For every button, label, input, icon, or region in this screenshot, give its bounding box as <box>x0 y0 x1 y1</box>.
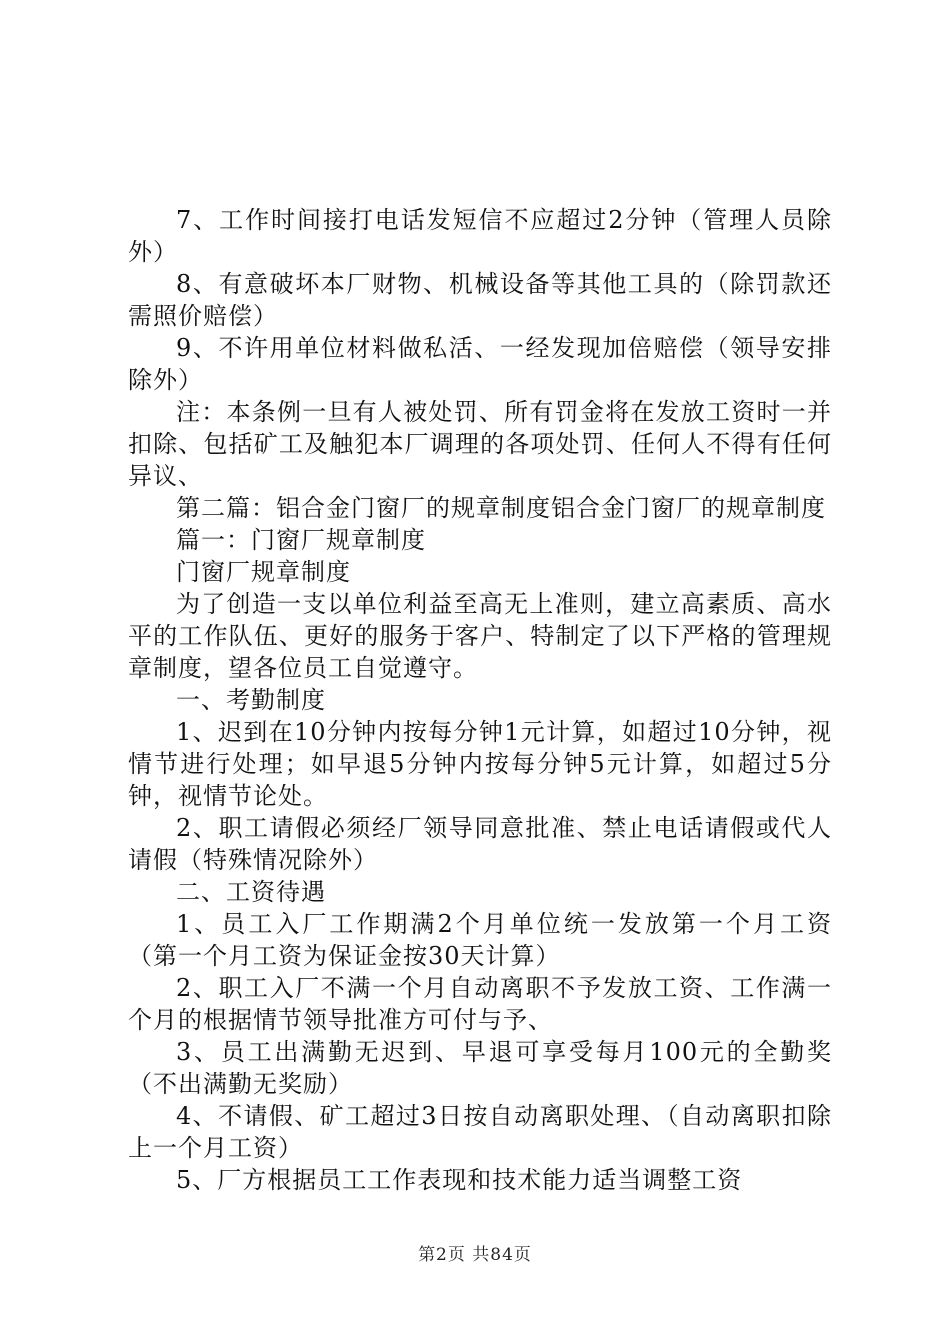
paragraph: 注：本条例一旦有人被处罚、所有罚金将在发放工资时一并扣除、包括矿工及触犯本厂调理的各项处罚、任何人不得有任何异议、 <box>128 398 832 490</box>
paragraph: 5、厂方根据员工工作表现和技术能力适当调整工资 <box>176 1166 743 1194</box>
paragraph: 为了创造一支以单位利益至高无上准则，建立高素质、高水平的工作队伍、更好的服务于客户、特制定了以下严格的管理规章制度，望各位员工自觉遵守。 <box>128 590 832 682</box>
paragraph: 2、职工请假必须经厂领导同意批准、禁止电话请假或代人请假（特殊情况除外） <box>128 814 832 874</box>
paragraph: 9、不许用单位材料做私活、一经发现加倍赔偿（领导安排除外） <box>128 334 832 394</box>
paragraph: 8、有意破坏本厂财物、机械设备等其他工具的（除罚款还需照价赔偿） <box>128 270 832 330</box>
document-title: 门窗厂规章制度 <box>176 558 351 586</box>
section-heading: 二、工资待遇 <box>176 878 326 906</box>
paragraph: 1、迟到在10分钟内按每分钟1元计算，如超过10分钟，视情节进行处理；如早退5分钟内按每分钟5元计算，如超过5分钟，视情节论处。 <box>128 718 832 810</box>
document-body <box>128 204 832 1196</box>
section-heading: 一、考勤制度 <box>176 686 326 714</box>
subsection-heading: 篇一：门窗厂规章制度 <box>176 526 426 554</box>
section-heading: 第二篇：铝合金门窗厂的规章制度铝合金门窗厂的规章制度 <box>176 494 826 522</box>
paragraph: 1、员工入厂工作期满2个月单位统一发放第一个月工资（第一个月工资为保证金按30天计算） <box>128 910 832 970</box>
paragraph: 7、工作时间接打电话发短信不应超过2分钟（管理人员除外） <box>128 206 832 266</box>
paragraph: 3、员工出满勤无迟到、早退可享受每月100元的全勤奖（不出满勤无奖励） <box>128 1038 832 1098</box>
paragraph: 4、不请假、矿工超过3日按自动离职处理、（自动离职扣除上一个月工资） <box>128 1102 832 1162</box>
page-number-footer: 第2页 共84页 <box>418 1245 532 1265</box>
paragraph: 2、职工入厂不满一个月自动离职不予发放工资、工作满一个月的根据情节领导批准方可付与予、 <box>128 974 832 1034</box>
